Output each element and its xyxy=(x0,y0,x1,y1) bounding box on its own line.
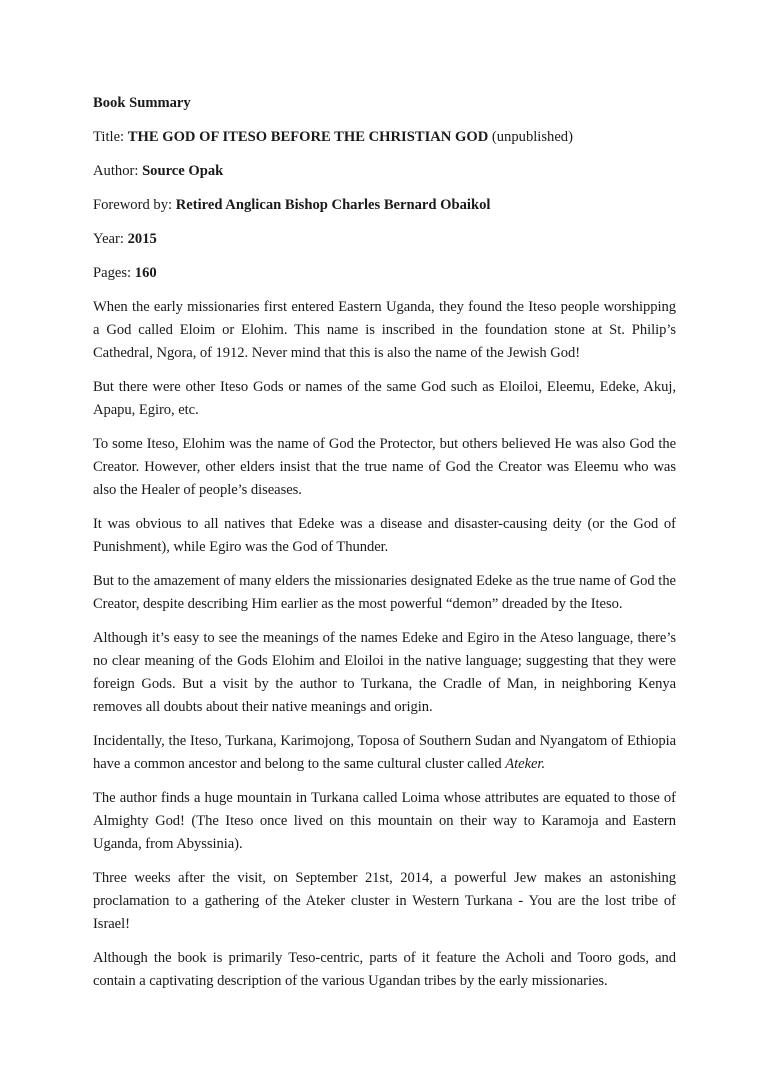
document-heading: Book Summary xyxy=(93,95,191,111)
paragraph: When the early missionaries first entered Eastern Uganda, they found the Iteso people worshipping a God called Eloim or Elohim. This name is inscribed in the foundation stone at St. Philip’s Cathedral, Ngora, of 1912. Never mind that this is also the name of the Jewish God! xyxy=(93,299,676,361)
ateker-text: Incidentally, the Iteso, Turkana, Karimojong, Toposa of Southern Sudan and Nyangatom of Ethiopia have a common ancestor and belong to the same cultural cluster called xyxy=(93,733,676,772)
foreword-line xyxy=(93,194,676,217)
document-page xyxy=(93,92,676,1004)
paragraph: But to the amazement of many elders the missionaries designated Edeke as the true name of God the Creator, despite describing Him earlier as the most powerful “demon” dreaded by the Iteso. xyxy=(93,573,676,612)
foreword-value: Retired Anglican Bishop Charles Bernard Obaikol xyxy=(175,197,491,213)
title-label: Title: xyxy=(93,129,125,145)
title-note: (unpublished) xyxy=(491,129,573,145)
year-value: 2015 xyxy=(127,231,157,247)
author-label: Author: xyxy=(93,163,139,179)
ateker-emphasis: Ateker. xyxy=(505,756,546,772)
year-label: Year: xyxy=(93,231,124,247)
title-value: THE GOD OF ITESO BEFORE THE CHRISTIAN GOD xyxy=(127,129,489,145)
pages-line xyxy=(93,262,676,285)
paragraph: Although the book is primarily Teso-centric, parts of it feature the Acholi and Tooro gods, and contain a captivating description of the various Ugandan tribes by the early missionaries. xyxy=(93,950,676,989)
paragraph: Three weeks after the visit, on September 21st, 2014, a powerful Jew makes an astonishing proclamation to a gathering of the Ateker cluster in Western Turkana - You are the lost tribe of Israel! xyxy=(93,870,676,932)
ateker-paragraph xyxy=(93,730,676,776)
pages-value: 160 xyxy=(134,265,157,281)
foreword-label: Foreword by: xyxy=(93,197,173,213)
title-line xyxy=(93,126,676,149)
paragraph: But there were other Iteso Gods or names of the same God such as Eloiloi, Eleemu, Edeke, Akuj, Apapu, Egiro, etc. xyxy=(93,379,676,418)
year-line xyxy=(93,228,676,251)
paragraph: Although it’s easy to see the meanings of the names Edeke and Egiro in the Ateso language, there’s no clear meaning of the Gods Elohim and Eloiloi in the native language; suggesting that they were foreign Gods. But a visit by the author to Turkana, the Cradle of Man, in neighboring Kenya removes all doubts about their native meanings and origin. xyxy=(93,630,676,715)
paragraph: To some Iteso, Elohim was the name of God the Protector, but others believed He was also God the Creator. However, other elders insist that the true name of God the Creator was Eleemu who was also the Healer of people’s diseases. xyxy=(93,436,676,498)
pages-label: Pages: xyxy=(93,265,132,281)
paragraph: It was obvious to all natives that Edeke was a disease and disaster-causing deity (or the God of Punishment), while Egiro was the God of Thunder. xyxy=(93,516,676,555)
author-value: Source Opak xyxy=(142,163,224,179)
paragraph: The author finds a huge mountain in Turkana called Loima whose attributes are equated to those of Almighty God! (The Iteso once lived on this mountain on their way to Karamoja and Eastern Uganda, from Abyssinia). xyxy=(93,790,676,852)
author-line xyxy=(93,160,676,183)
